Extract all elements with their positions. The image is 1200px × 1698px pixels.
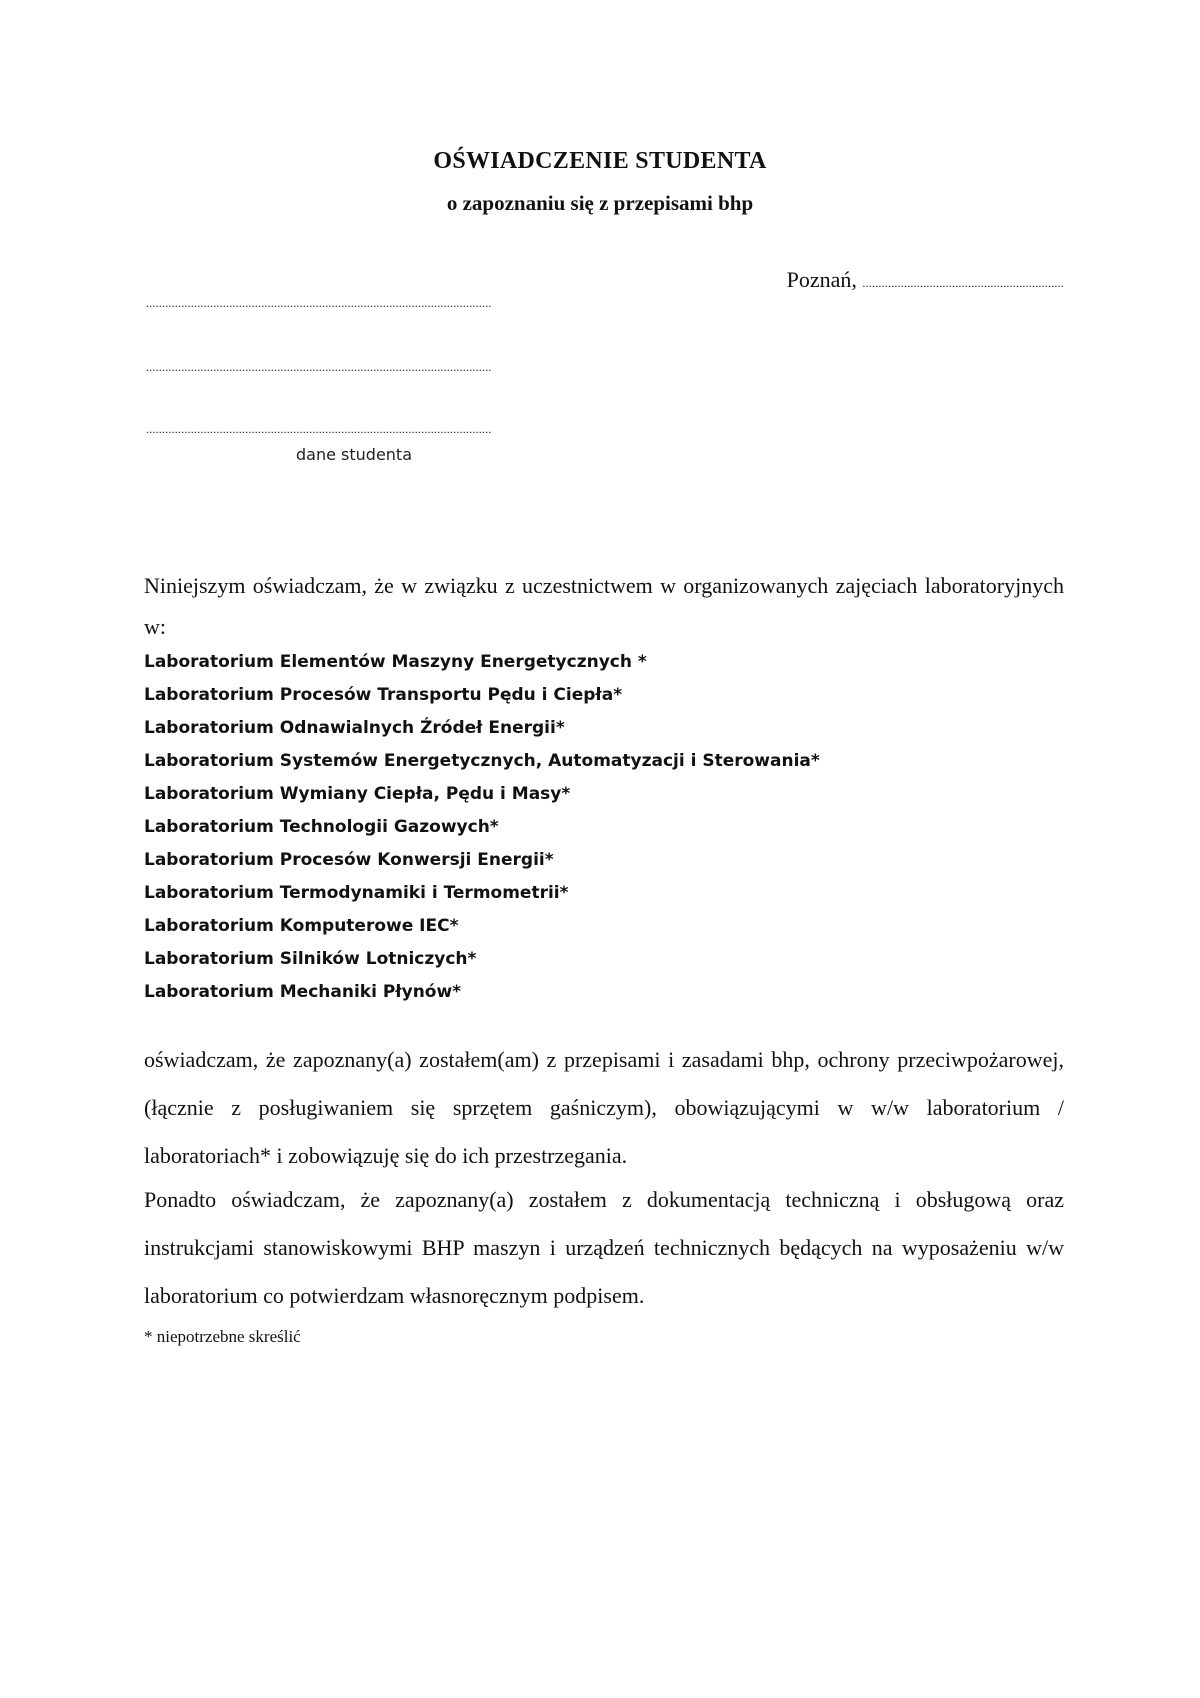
student-field-line-2: ............................................................................................................ xyxy=(146,360,492,374)
laboratory-item: Laboratorium Procesów Transportu Pędu i Ciepła* xyxy=(144,685,623,705)
declaration-paragraph: oświadczam, że zapoznany(a) zostałem(am) z przepisami i zasadami bhp, ochrony przeciwpożarowej, (łącznie z posługiwaniem się sprzętem gaśniczym), obowiązującymi w w/w laboratorium / laboratoriach* i zobowiązuję się do ich przestrzegania. xyxy=(144,1047,1064,1168)
laboratory-item: Laboratorium Komputerowe IEC* xyxy=(144,916,459,936)
student-field-line-1: ............................................................................................................ xyxy=(146,296,492,310)
date-field: ............................................................... xyxy=(862,276,1064,290)
footnote: * niepotrzebne skreślić xyxy=(144,1327,301,1346)
laboratory-list xyxy=(144,646,820,1009)
laboratory-item: Laboratorium Odnawialnych Źródeł Energii* xyxy=(144,718,565,738)
laboratory-item: Laboratorium Termodynamiki i Termometrii* xyxy=(144,883,569,903)
student-data-caption: dane studenta xyxy=(296,445,412,464)
laboratory-item: Laboratorium Technologii Gazowych* xyxy=(144,817,499,837)
laboratory-item: Laboratorium Mechaniki Płynów* xyxy=(144,982,462,1002)
laboratory-item: Laboratorium Elementów Maszyny Energetycznych * xyxy=(144,652,647,672)
intro-paragraph: Niniejszym oświadczam, że w związku z uczestnictwem w organizowanych zajęciach laboratoryjnych w: xyxy=(144,573,1064,639)
laboratory-item: Laboratorium Silników Lotniczych* xyxy=(144,949,477,969)
place-label: Poznań, xyxy=(786,267,857,292)
student-field-line-3: ............................................................................................................ xyxy=(146,422,492,436)
laboratory-item: Laboratorium Systemów Energetycznych, Automatyzacji i Sterowania* xyxy=(144,751,820,771)
place-date xyxy=(787,266,1064,297)
laboratory-item: Laboratorium Procesów Konwersji Energii* xyxy=(144,850,554,870)
laboratory-item: Laboratorium Wymiany Ciepła, Pędu i Masy* xyxy=(144,784,571,804)
document-title: OŚWIADCZENIE STUDENTA xyxy=(433,148,767,174)
documentation-paragraph: Ponadto oświadczam, że zapoznany(a) zostałem z dokumentacją techniczną i obsługową oraz instrukcjami stanowiskowymi BHP maszyn i urządzeń technicznych będących na wyposażeniu w/w laboratorium co potwierdzam własnoręcznym podpisem. xyxy=(144,1187,1064,1308)
document-subtitle: o zapoznaniu się z przepisami bhp xyxy=(446,191,754,215)
